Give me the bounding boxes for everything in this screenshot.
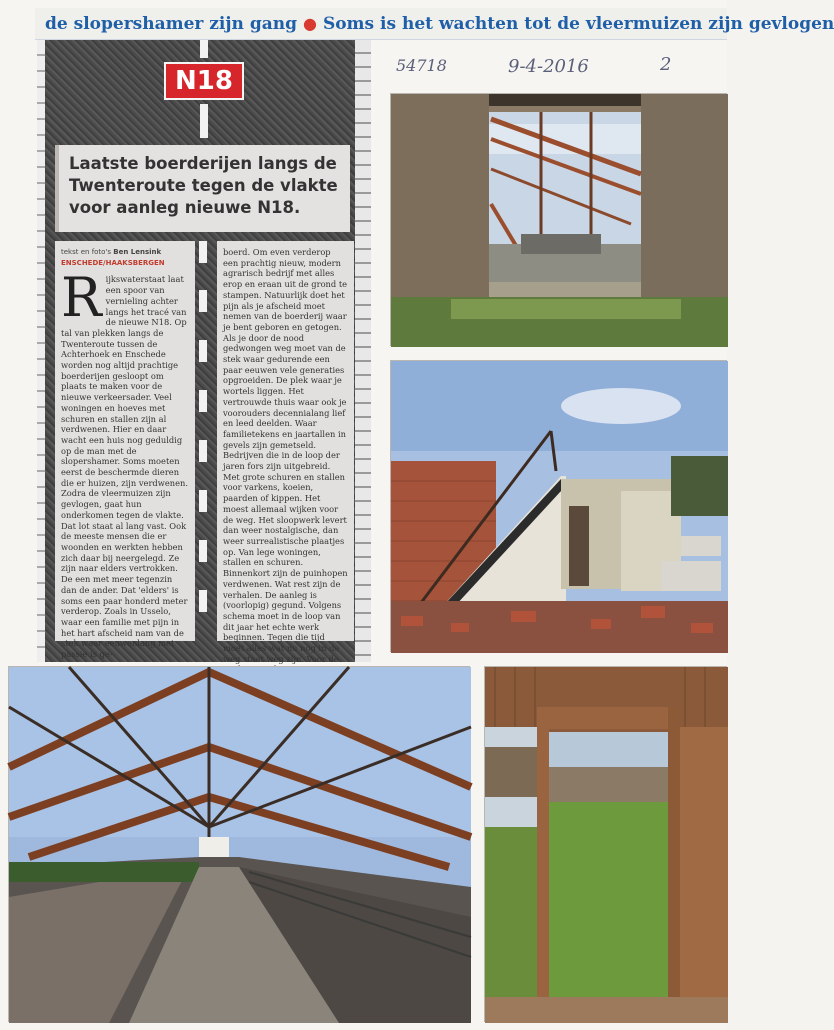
header-left-text: de slopershamer zijn gang [45,13,297,34]
road-edge-left [37,40,45,662]
road-center-line [200,40,208,58]
road-center-line [199,590,207,612]
road-center-line [199,340,207,362]
road-number-badge: N18 [164,62,244,100]
photo-staircase-ruins [390,360,727,652]
header-bar [35,8,834,40]
drop-cap: R [61,266,102,330]
byline [61,247,189,258]
staircase-ruins-image [391,361,728,653]
bullet-dot-icon: ● [302,14,317,33]
road-center-line [199,440,207,462]
wooden-doorframe-image [485,667,728,1023]
road-edge-right [355,40,371,662]
article-column-2 [217,241,354,664]
photo-wooden-doorframe [484,666,727,1022]
handwritten-number: 54718 [396,56,447,75]
photo-barn-doorway [390,93,727,346]
road-center-line [199,241,207,263]
handwritten-date: 9-4-2016 [508,56,589,77]
road-center-line [199,290,207,312]
stable-interior-image [9,667,471,1023]
road-center-line [199,390,207,412]
column-2-text: boerd. Om even verderop een prachtig nieuw, modern agrarisch bedrijf met alles erop en eraan uit de grond te stampen. Natuurlijk doet het pijn als je afscheid moet nemen van de boerderij waar je bent geboren en getogen. Als je door de nood gedwongen weg moet van de stek waar gedurende een paar eeuwen vele generaties opgroeiden. De plek waar je wortels liggen. Het vertrouwde thuis waar ook je voorouders decennialang lief en leed deelden. Waar familietekens en jaartallen in gevels zijn gemetseld. Bedrijven die in de loop der jaren fors zijn uitgebreid. Met grote schuren en stallen voor varkens, koeien, paarden of kippen. Het moest allemaal wijken voor de weg. Het sloopwerk levert dan weer nostalgische, dan weer surrealistische plaatjes op. Van lege woningen, stallen en schuren. Binnenkort zijn de puinhopen verdwenen. Wat rest zijn de verhalen. De aanleg is (voorlopig) gegund. Volgens schema moet in de loop van dit jaar het echte werk beginnen. Tegen die tijd moet alles wat nu nog in de weg staat weg zijn. Voor de [223,247,348,664]
handwritten-page: 2 [660,54,672,75]
road-center-line [200,104,208,138]
article-column-1 [55,241,195,660]
dateline-location: ENSCHEDE/HAAKSBERGEN [61,258,165,267]
header-right-text: Soms is het wachten tot de vleermuizen zijn gevlogen [322,13,834,34]
barn-doorway-image [391,94,728,347]
column-1-text: ijkswaterstaat laat een spoor van vernieling achter langs het tracé van de nieuwe N18. Op tal van plekken langs de Twenteroute tussen de Achterhoek en Enschede worden nog altijd prachtige boerderijen gesloopt om plaats te maken voor de nieuwe verkeersader. Veel woningen en hoeves met schuren en stallen zijn al verdwenen. Hier en daar wacht een huis nog geduldig op de man met de slopershamer. Soms moeten eerst de beschermde dieren die er huizen, zijn verdwenen. Zodra de vleermuizen zijn gevlogen, gaat hun onderkomen tegen de vlakte. Dat lot staat al lang vast. Ook de meeste mensen die er woonden en werkten hebben zich daar bij neergelegd. Ze zijn naar elders vertrokken. De een met meer tegenzin dan de ander. Dat 'elders' is soms een paar honderd meter verderop. Zoals in Usselo, waar een familie met pijn in het hart afscheid nam van de stek waar eeuwenlang met passie is ge- [61,274,188,660]
photo-stable-interior [8,666,470,1022]
article-intro: Laatste boerderijen langs de Twenteroute tegen de vlakte voor aanleg nieuwe N18. [55,145,350,232]
road-center-line [199,540,207,562]
road-center-line [199,490,207,512]
byline-prefix: tekst en foto's [61,248,112,256]
byline-author: Ben Lensink [113,248,162,256]
